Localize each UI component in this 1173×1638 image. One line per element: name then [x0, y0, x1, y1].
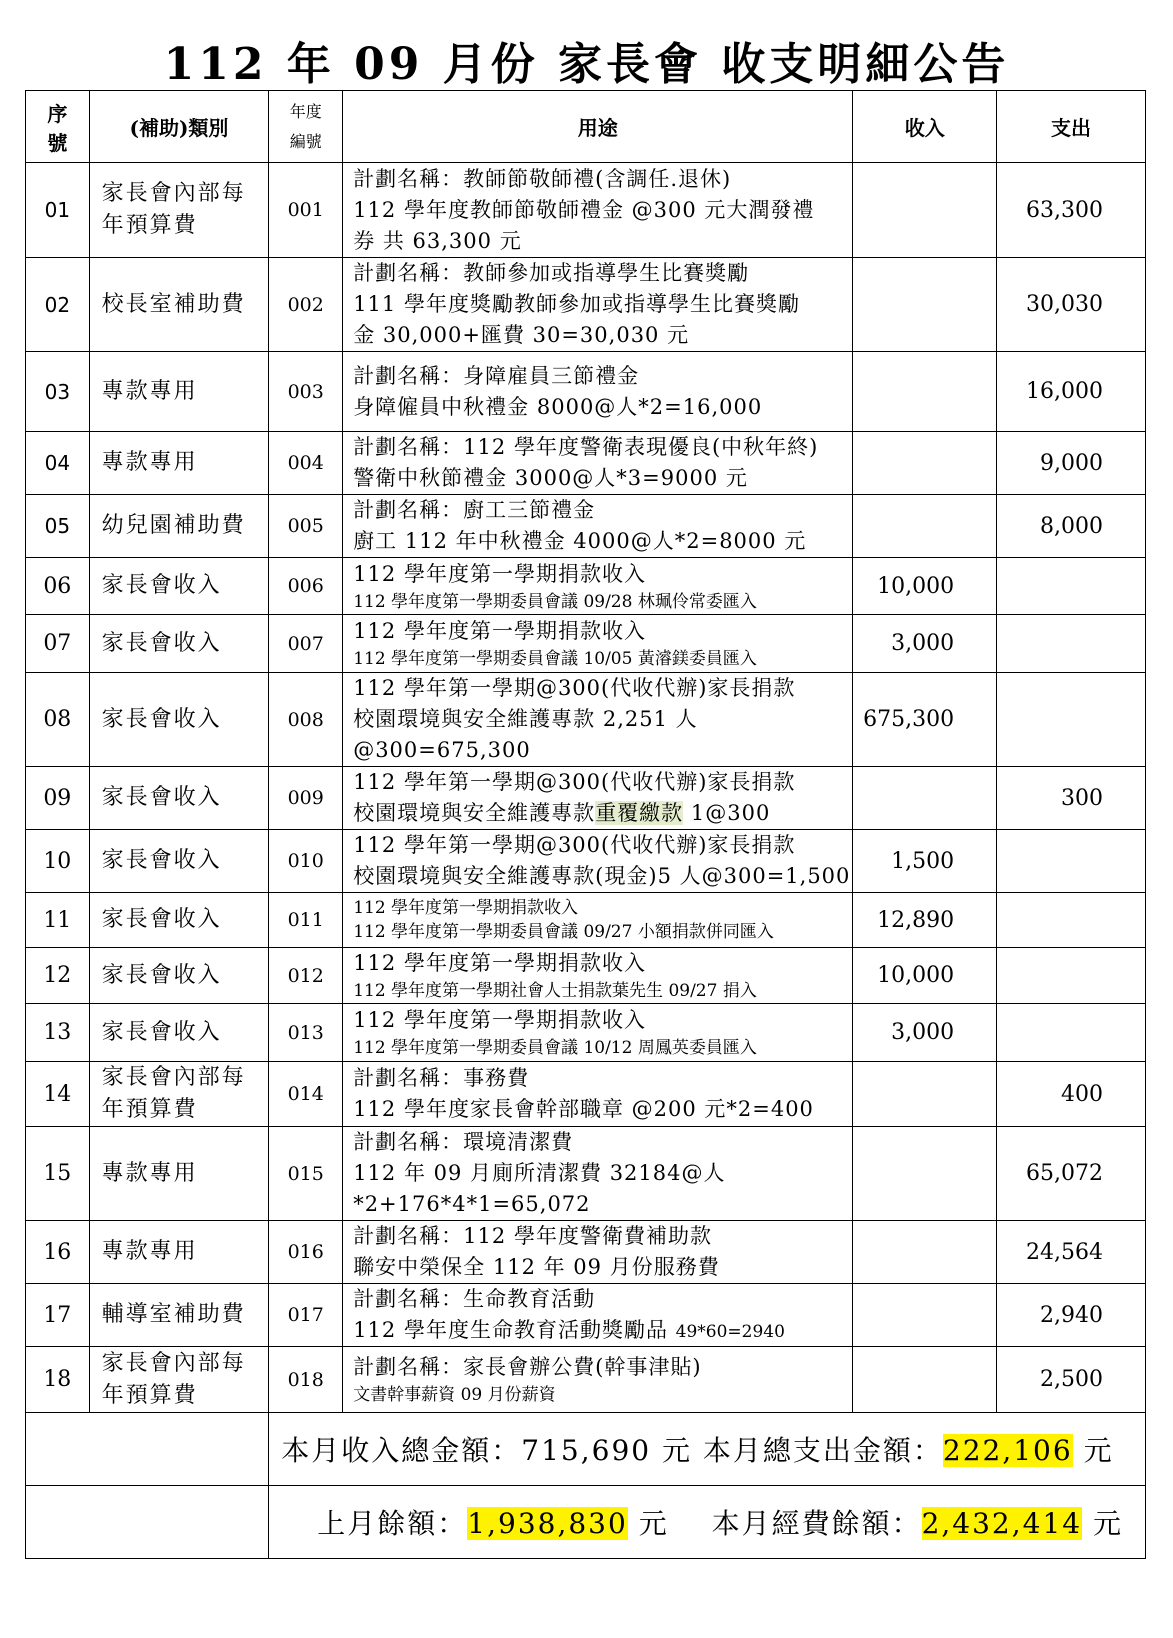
row-expense-text: 2,940	[1040, 1302, 1103, 1328]
row-seq-text: 02	[44, 292, 71, 317]
row-usage-line: 112 學年度第一學期捐款收入	[353, 561, 646, 586]
row-code-text: 010	[287, 850, 324, 872]
row-income	[853, 1284, 997, 1347]
ledger-body	[26, 163, 1146, 1413]
row-code-text: 012	[287, 964, 324, 987]
row-usage-line: 112 學年度第一學期捐款收入	[353, 1008, 646, 1032]
table-row	[26, 1347, 1146, 1413]
row-category-line: 專款專用	[101, 450, 198, 475]
row-code	[269, 767, 343, 830]
row-seq-text: 13	[43, 1020, 72, 1045]
table-row	[26, 830, 1146, 893]
row-usage-line: 券 共 63,300 元	[353, 228, 522, 253]
row-category	[89, 1284, 269, 1347]
row-usage-line: 警衛中秋節禮金 3000@人*3=9000 元	[353, 466, 748, 490]
row-category-line: 幼兒園補助費	[101, 513, 246, 538]
row-usage-sub: 112 學年度第一學期委員會議 09/27 小額捐款併同匯入	[353, 922, 774, 942]
row-usage-line: 計劃名稱：112 學年度警衛表現優良(中秋年終)	[353, 435, 819, 459]
row-seq-text: 12	[43, 963, 72, 988]
row-usage	[343, 258, 853, 352]
row-usage	[343, 767, 853, 830]
month-balance-value: 2,432,414	[921, 1507, 1083, 1540]
row-code	[269, 948, 343, 1004]
row-usage-sub: 112 學年度第一學期委員會議 09/28 林珮伶常委匯入	[353, 591, 757, 612]
row-category	[89, 1004, 269, 1062]
row-category-line: 家長會內部每	[101, 1350, 246, 1376]
row-usage-line: 112 學年度家長會幹部職章 @200 元*2=400	[353, 1097, 814, 1121]
row-seq-text: 15	[43, 1161, 72, 1186]
row-code	[269, 1062, 343, 1127]
row-category	[89, 163, 269, 258]
row-seq-text: 05	[44, 514, 71, 538]
row-seq	[26, 893, 90, 948]
totals-expense-value: 222,106	[942, 1434, 1073, 1467]
row-seq-text: 10	[43, 848, 72, 874]
row-code	[269, 258, 343, 352]
row-usage-sub: 112 學年度第一學期委員會議 10/05 黃濬鎂委員匯入	[353, 649, 757, 669]
row-seq-text: 17	[43, 1302, 72, 1328]
row-usage	[343, 615, 853, 673]
row-seq-text: 03	[44, 379, 71, 404]
row-code	[269, 1221, 343, 1284]
row-usage-line: 聯安中榮保全 112 年 09 月份服務費	[353, 1255, 720, 1279]
table-row	[26, 767, 1146, 830]
row-expense	[997, 432, 1146, 495]
row-category-line: 年預算費	[101, 213, 198, 238]
row-usage-line: 計劃名稱：教師參加或指導學生比賽獎勵	[353, 261, 750, 285]
row-expense	[997, 1284, 1146, 1347]
row-income	[853, 830, 997, 893]
row-seq	[26, 1284, 90, 1347]
row-expense	[997, 767, 1146, 830]
row-usage	[343, 1284, 853, 1347]
row-income-text: 675,300	[863, 707, 955, 732]
row-code	[269, 615, 343, 673]
row-income	[853, 893, 997, 948]
row-usage-line: 112 學年第一學期@300(代收代辦)家長捐款	[353, 676, 796, 700]
row-income	[853, 432, 997, 495]
row-category-line: 家長會內部每	[101, 1065, 246, 1090]
row-code	[269, 1284, 343, 1347]
row-expense-text: 8,000	[1040, 513, 1103, 539]
row-category	[89, 1062, 269, 1127]
row-income	[853, 163, 997, 258]
row-expense	[997, 1004, 1146, 1062]
row-seq-text: 04	[44, 451, 71, 475]
table-row	[26, 673, 1146, 767]
row-seq	[26, 1221, 90, 1284]
header-seq-bottom: 號	[47, 130, 68, 155]
row-category-line: 專款專用	[101, 1160, 198, 1186]
row-seq	[26, 1127, 90, 1221]
header-expense: 支出	[997, 91, 1146, 163]
row-seq	[26, 352, 90, 432]
row-income	[853, 615, 997, 673]
row-income	[853, 673, 997, 767]
row-code-text: 005	[287, 515, 324, 537]
row-usage-sub: 112 學年度第一學期社會人士捐款葉先生 09/27 捐入	[353, 981, 757, 1001]
row-seq	[26, 673, 90, 767]
row-seq	[26, 1347, 90, 1413]
row-income	[853, 948, 997, 1004]
row-seq	[26, 558, 90, 615]
row-code	[269, 1004, 343, 1062]
row-income	[853, 495, 997, 558]
row-expense	[997, 673, 1146, 767]
row-expense	[997, 495, 1146, 558]
table-row	[26, 615, 1146, 673]
table-row	[26, 163, 1146, 258]
row-expense-text: 24,564	[1026, 1239, 1103, 1265]
row-usage-line: 計劃名稱：環境清潔費	[353, 1130, 574, 1154]
row-seq-text: 06	[43, 573, 72, 599]
row-usage-line: 計劃名稱：廚工三節禮金	[353, 498, 596, 522]
page-title: 112 年 09 月份 家長會 收支明細公告	[163, 39, 1010, 90]
row-category	[89, 1347, 269, 1413]
row-seq	[26, 948, 90, 1004]
row-usage-line: 112 學年第一學期@300(代收代辦)家長捐款	[353, 770, 796, 794]
row-usage-line: 校園環境與安全維護專款(現金)5 人@300=1,500	[353, 864, 851, 888]
row-usage-sub: 112 學年度第一學期捐款收入	[353, 898, 579, 918]
row-seq-text: 07	[43, 631, 72, 656]
row-category-line: 家長會收入	[101, 573, 222, 598]
row-code	[269, 830, 343, 893]
row-code-text: 003	[287, 380, 324, 403]
row-code-text: 017	[287, 1304, 324, 1326]
ledger-table	[25, 90, 1146, 1559]
row-usage-line: 112 學年度教師節敬師禮金 @300 元大潤發禮	[353, 197, 815, 222]
row-expense-text: 300	[1061, 785, 1103, 811]
row-income	[853, 352, 997, 432]
row-category-line: 年預算費	[101, 1382, 198, 1408]
row-income	[853, 558, 997, 615]
row-seq-text: 11	[43, 907, 72, 933]
prev-balance-label: 上月餘額：	[317, 1507, 468, 1540]
row-expense-text: 400	[1061, 1081, 1103, 1107]
totals-row-2	[26, 1486, 1146, 1559]
row-seq-text: 09	[43, 785, 72, 811]
row-expense	[997, 948, 1146, 1004]
header-usage: 用途	[343, 91, 853, 163]
row-usage-line: 111 學年度獎勵教師參加或指導學生比賽獎勵	[353, 292, 800, 316]
row-usage	[343, 1347, 853, 1413]
row-seq-text: 01	[44, 198, 71, 222]
row-usage-part: 49*60=2940	[675, 1322, 785, 1342]
row-category-line: 年預算費	[101, 1097, 198, 1122]
row-usage-highlight: 重覆繳款	[595, 801, 684, 825]
row-usage-part: 112 學年度生命教育活動獎勵品	[353, 1318, 676, 1342]
row-seq	[26, 615, 90, 673]
row-expense	[997, 163, 1146, 258]
row-expense	[997, 352, 1146, 432]
row-category	[89, 948, 269, 1004]
row-usage-line: @300=675,300	[353, 738, 531, 762]
row-seq	[26, 1004, 90, 1062]
row-category-line: 家長會收入	[101, 962, 222, 988]
row-code-text: 016	[287, 1241, 324, 1263]
row-usage-line: 身障僱員中秋禮金 8000@人*2=16,000	[353, 394, 763, 419]
row-expense-text: 16,000	[1026, 379, 1103, 404]
row-category	[89, 893, 269, 948]
table-row	[26, 1221, 1146, 1284]
row-category	[89, 352, 269, 432]
row-usage	[343, 352, 853, 432]
header-code-bottom: 編號	[289, 131, 322, 151]
row-usage-line: 112 學年第一學期@300(代收代辦)家長捐款	[353, 833, 796, 857]
totals-row-1	[26, 1413, 1146, 1486]
row-expense-text: 63,300	[1026, 197, 1103, 223]
row-seq	[26, 432, 90, 495]
table-row	[26, 1127, 1146, 1221]
row-usage	[343, 558, 853, 615]
row-income-text: 12,890	[877, 907, 955, 933]
table-row	[26, 558, 1146, 615]
table-row	[26, 432, 1146, 495]
row-usage	[343, 1127, 853, 1221]
row-expense-text: 30,030	[1026, 292, 1103, 317]
row-usage-line: 計劃名稱：事務費	[353, 1066, 530, 1090]
row-category	[89, 767, 269, 830]
row-expense	[997, 615, 1146, 673]
row-category-line: 家長會收入	[101, 848, 222, 873]
row-code	[269, 352, 343, 432]
row-code-text: 018	[287, 1368, 324, 1391]
header-seq	[26, 91, 90, 163]
row-usage	[343, 163, 853, 258]
row-code-text: 004	[287, 452, 324, 474]
row-income	[853, 1062, 997, 1127]
row-seq-text: 18	[43, 1367, 72, 1392]
row-usage-part: 1@300	[683, 801, 771, 825]
row-income	[853, 1127, 997, 1221]
row-category	[89, 1127, 269, 1221]
row-usage-line: 校園環境與安全維護專款 2,251 人	[353, 707, 698, 731]
row-usage	[343, 1062, 853, 1127]
row-code	[269, 893, 343, 948]
row-seq	[26, 163, 90, 258]
row-expense	[997, 258, 1146, 352]
row-usage-line: 112 學年度第一學期捐款收入	[353, 951, 646, 975]
table-row	[26, 352, 1146, 432]
row-category	[89, 495, 269, 558]
prev-balance-unit: 元	[627, 1507, 669, 1540]
row-usage-line: 計劃名稱：教師節敬師禮(含調任.退休)	[353, 166, 732, 191]
row-code-text: 011	[287, 909, 324, 931]
row-expense	[997, 1221, 1146, 1284]
table-row	[26, 1284, 1146, 1347]
row-usage-line: 計劃名稱：112 學年度警衛費補助款	[353, 1224, 712, 1248]
row-income	[853, 258, 997, 352]
row-expense-text: 9,000	[1040, 450, 1103, 476]
row-code-text: 014	[287, 1083, 324, 1105]
row-usage	[343, 495, 853, 558]
row-usage	[343, 1221, 853, 1284]
row-category-line: 家長會收入	[101, 907, 222, 932]
row-category	[89, 615, 269, 673]
row-seq	[26, 830, 90, 893]
prev-balance-value: 1,938,830	[467, 1507, 628, 1540]
table-row	[26, 948, 1146, 1004]
row-usage	[343, 830, 853, 893]
table-row	[26, 1004, 1146, 1062]
month-balance-unit: 元	[1082, 1507, 1123, 1540]
row-code-text: 001	[287, 199, 324, 221]
totals-month	[269, 1413, 1146, 1486]
row-code-text: 008	[287, 708, 324, 731]
row-code-text: 009	[287, 787, 324, 809]
row-income	[853, 1221, 997, 1284]
row-code	[269, 1347, 343, 1413]
row-usage-line: 112 年 09 月廁所清潔費 32184@人	[353, 1161, 726, 1185]
row-category	[89, 432, 269, 495]
month-balance	[712, 1502, 1123, 1542]
row-code	[269, 432, 343, 495]
row-code	[269, 1127, 343, 1221]
totals-balance	[269, 1486, 1146, 1559]
row-seq-text: 14	[43, 1081, 72, 1107]
row-income	[853, 767, 997, 830]
row-expense	[997, 893, 1146, 948]
row-usage-part: 校園環境與安全維護專款	[353, 801, 596, 825]
row-seq	[26, 1062, 90, 1127]
row-usage-line: *2+176*4*1=65,072	[353, 1192, 591, 1216]
row-usage-line: 金 30,000+匯費 30=30,030 元	[353, 323, 690, 347]
row-category-line: 家長會內部每	[101, 181, 246, 206]
row-usage-line	[353, 798, 852, 829]
row-usage-line: 計劃名稱：生命教育活動	[353, 1287, 596, 1311]
row-category-line: 專款專用	[101, 378, 198, 404]
row-usage-sub: 文書幹事薪資 09 月份薪資	[353, 1385, 556, 1405]
row-code	[269, 673, 343, 767]
row-category-line: 專款專用	[101, 1239, 198, 1264]
row-seq	[26, 258, 90, 352]
row-income-text: 3,000	[891, 1020, 955, 1045]
row-code	[269, 163, 343, 258]
header-code	[269, 91, 343, 163]
table-row	[26, 893, 1146, 948]
row-usage	[343, 948, 853, 1004]
header-code-top: 年度	[289, 101, 322, 121]
row-category	[89, 830, 269, 893]
totals-income-label: 本月收入總金額：715,690 元 本月總支出金額：	[281, 1434, 943, 1467]
row-usage	[343, 673, 853, 767]
table-row	[26, 258, 1146, 352]
row-seq	[26, 495, 90, 558]
row-usage-sub: 112 學年度第一學期委員會議 10/12 周鳳英委員匯入	[353, 1038, 757, 1058]
row-code-text: 013	[287, 1021, 324, 1044]
row-code	[269, 558, 343, 615]
row-code-text: 015	[287, 1162, 324, 1185]
table-row	[26, 495, 1146, 558]
row-seq	[26, 767, 90, 830]
totals-blank-2	[26, 1486, 269, 1559]
row-category-line: 校長室補助費	[101, 291, 246, 317]
row-seq-text: 16	[43, 1239, 72, 1265]
row-income-text: 3,000	[891, 631, 955, 656]
header-seq-top: 序	[47, 101, 68, 126]
row-code-text: 002	[287, 293, 324, 316]
table-row	[26, 1062, 1146, 1127]
row-category-line: 家長會收入	[101, 1019, 222, 1045]
header-income: 收入	[853, 91, 997, 163]
row-expense-text: 65,072	[1026, 1161, 1103, 1186]
header-row	[26, 91, 1146, 163]
row-usage	[343, 893, 853, 948]
totals-blank	[26, 1413, 269, 1486]
row-income-text: 1,500	[891, 848, 955, 874]
row-income-text: 10,000	[877, 573, 955, 599]
totals-expense-unit: 元	[1072, 1434, 1114, 1467]
header-category: (補助)類別	[89, 91, 269, 163]
row-category	[89, 558, 269, 615]
row-usage-line: 廚工 112 年中秋禮金 4000@人*2=8000 元	[353, 529, 807, 553]
row-income-text: 10,000	[877, 963, 955, 988]
row-usage-line: 計劃名稱：身障雇員三節禮金	[353, 363, 640, 388]
row-category	[89, 258, 269, 352]
row-usage	[343, 432, 853, 495]
row-expense	[997, 558, 1146, 615]
row-category-line: 輔導室補助費	[101, 1302, 246, 1327]
row-code-text: 006	[287, 575, 324, 597]
row-seq-text: 08	[43, 707, 72, 732]
row-income	[853, 1004, 997, 1062]
prev-balance	[317, 1502, 668, 1542]
row-usage-line	[353, 1315, 852, 1346]
month-balance-label: 本月經費餘額：	[711, 1507, 922, 1540]
row-code-text: 007	[287, 632, 324, 655]
row-category-line: 家長會收入	[101, 785, 222, 810]
row-category-line: 家長會收入	[101, 706, 222, 732]
row-expense	[997, 1127, 1146, 1221]
row-usage-line: 計劃名稱：家長會辦公費(幹事津貼)	[353, 1355, 702, 1379]
row-code	[269, 495, 343, 558]
row-category	[89, 673, 269, 767]
row-category	[89, 1221, 269, 1284]
row-expense	[997, 1062, 1146, 1127]
row-expense-text: 2,500	[1040, 1367, 1103, 1392]
row-income	[853, 1347, 997, 1413]
row-expense	[997, 830, 1146, 893]
row-usage	[343, 1004, 853, 1062]
row-category-line: 家長會收入	[101, 630, 222, 656]
row-usage-line: 112 學年度第一學期捐款收入	[353, 619, 646, 643]
row-expense	[997, 1347, 1146, 1413]
